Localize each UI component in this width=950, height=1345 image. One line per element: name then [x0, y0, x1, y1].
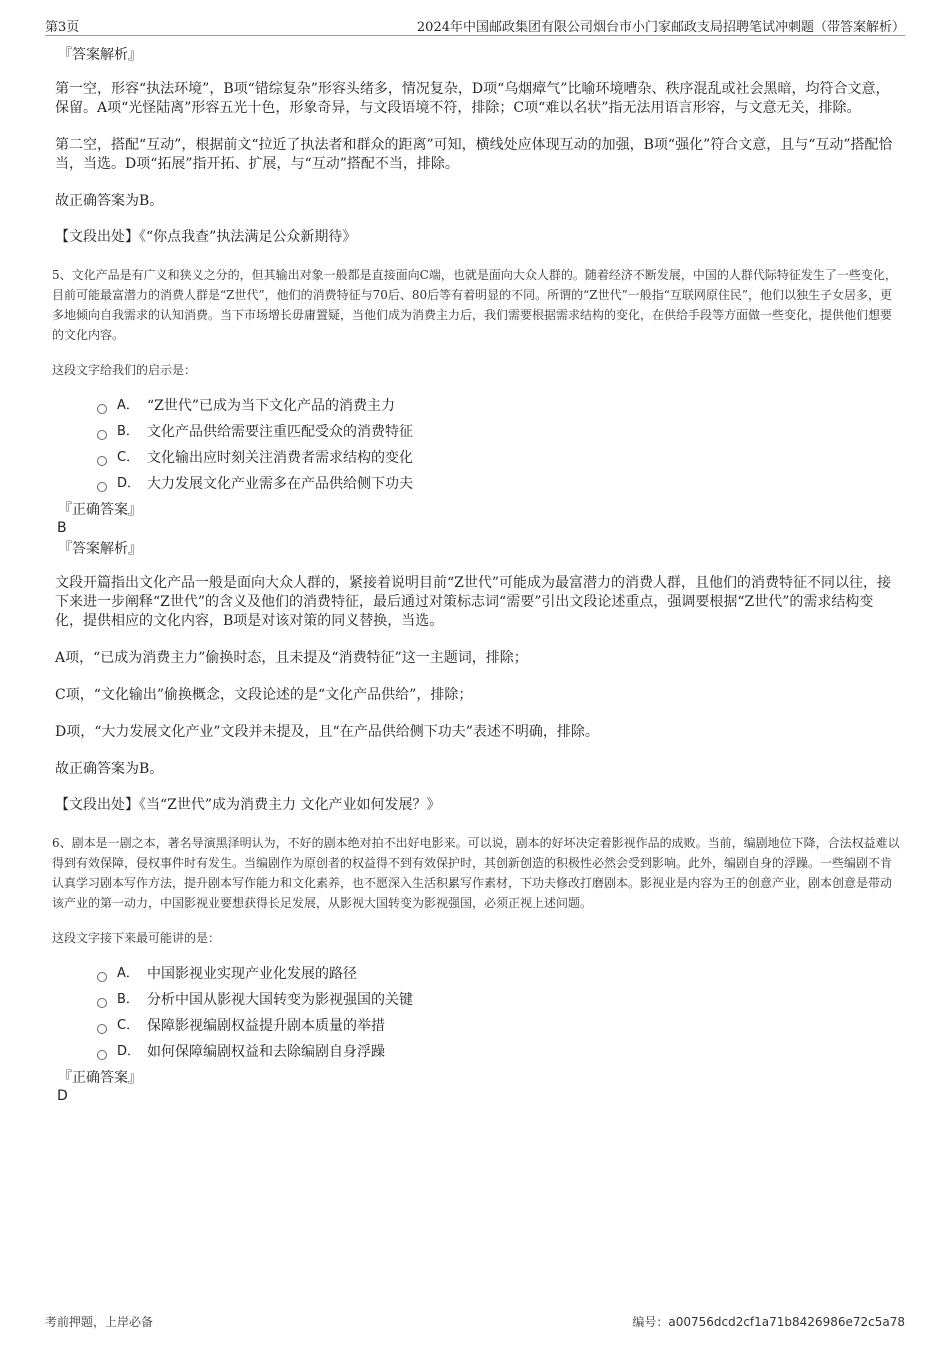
option-letter: D． — [117, 476, 141, 491]
option-text: 如何保障编剧权益和去除编剧自身浮躁 — [147, 1044, 385, 1060]
option-letter: D． — [117, 1044, 141, 1059]
option-text: 文化产品供给需要注重匹配受众的消费特征 — [147, 424, 413, 440]
option-text: 大力发展文化产业需多在产品供给侧下功夫 — [147, 476, 413, 492]
option-letter: B． — [117, 424, 139, 439]
analysis-heading: 『答案解析』 — [58, 541, 142, 557]
analysis-block-q4 — [55, 46, 900, 247]
radio-circle-icon[interactable] — [97, 482, 107, 492]
radio-circle-icon[interactable] — [97, 1050, 107, 1060]
option-b[interactable] — [97, 987, 900, 1013]
option-a[interactable] — [97, 393, 900, 419]
radio-circle-icon[interactable] — [97, 430, 107, 440]
radio-circle-icon[interactable] — [97, 456, 107, 466]
option-text: 中国影视业实现产业化发展的路径 — [147, 966, 357, 982]
correct-answer-statement: 故正确答案为B。 — [55, 193, 164, 209]
options-list — [97, 961, 900, 1065]
question-prompt: 这段文字给我们的启示是： — [52, 363, 197, 377]
question-text: 5、文化产品是有广义和狭义之分的，但其输出对象一般都是直接面向C端，也就是面向大众人群的。随着经济不断发展，中国的人群代际特征发生了一些变化，目前可能最富潜力的消费人群是“Z世代”，他们的消费特征与70后、80后等有着明显的不同。所谓的“Z世代”一般指“互联网原住民”，他们以独生子女居多，更多地倾向自我需求的认知消费。当下市场增长毋庸置疑，当他们成为消费主力后，我们需要根据需求结构的变化，在供给手段等方面做一些变化，提供他们想要的文化内容。 — [52, 268, 897, 342]
analysis-paragraph: 文段开篇指出文化产品一般是面向大众人群的，紧接着说明目前“Z世代”可能成为最富潜力的消费人群，且他们的消费特征不同以往，接下来进一步阐释“Z世代”的含义及他们的消费特征，最后通过对策标志词“需要”引出文段论述重点，强调要根据“Z世代”的需求结构变化，提供相应的文化内容，B项是对该对策的同义替换，当选。 — [55, 575, 892, 629]
radio-circle-icon[interactable] — [97, 998, 107, 1008]
document-title: 2024年中国邮政集团有限公司烟台市小门家邮政支局招聘笔试冲刺题（带答案解析） — [416, 20, 905, 35]
radio-circle-icon[interactable] — [97, 972, 107, 982]
footer-slogan: 考前押题，上岸必备 — [45, 1315, 154, 1329]
correct-answer-heading: 『正确答案』 — [58, 502, 142, 518]
option-letter: A． — [117, 398, 139, 413]
analysis-heading: 『答案解析』 — [58, 47, 142, 63]
option-b[interactable] — [97, 419, 900, 445]
question-text: 6、剧本是一剧之本，著名导演黑泽明认为，不好的剧本绝对拍不出好电影来。可以说，剧本的好坏决定着影视作品的成败。当前，编剧地位下降，合法权益难以得到有效保障，侵权事件时有发生。当编剧作为原创者的权益得不到有效保护时，其创新创造的积极性必然会受到影响。此外，编剧自身的浮躁。一些编剧不肯认真学习剧本写作方法，提升剧本写作能力和文化素养，也不愿深入生活积累写作素材，下功夫修改打磨剧本。影视业是内容为王的创意产业，剧本创意是带动该产业的第一动力，中国影视业要想获得长足发展，从影视大国转变为影视强国，必须正视上述问题。 — [52, 836, 900, 910]
option-d[interactable] — [97, 471, 900, 497]
passage-source: 【文段出处】《“你点我查”执法满足公众新期待》 — [55, 229, 357, 245]
option-letter: B． — [117, 992, 139, 1007]
option-text: 文化输出应时刻关注消费者需求结构的变化 — [147, 450, 413, 466]
option-text: 分析中国从影视大国转变为影视强国的关键 — [147, 992, 413, 1008]
radio-circle-icon[interactable] — [97, 404, 107, 414]
question-6 — [52, 833, 900, 1105]
option-d[interactable] — [97, 1039, 900, 1065]
radio-circle-icon[interactable] — [97, 1024, 107, 1034]
option-text: “Z世代”已成为当下文化产品的消费主力 — [147, 398, 396, 414]
option-letter: C． — [117, 1018, 140, 1033]
option-c[interactable] — [97, 445, 900, 471]
analysis-paragraph: D项，“大力发展文化产业”文段并未提及，且“在产品供给侧下功夫”表述不明确，排除。 — [55, 724, 599, 740]
page-footer — [45, 1313, 905, 1331]
analysis-paragraph: A项，“已成为消费主力”偷换时态，且未提及“消费特征”这一主题词，排除； — [55, 650, 528, 666]
option-letter: C． — [117, 450, 140, 465]
option-a[interactable] — [97, 961, 900, 987]
correct-answer: D — [57, 1088, 68, 1104]
option-text: 保障影视编剧权益提升剧本质量的举措 — [147, 1018, 385, 1034]
question-prompt: 这段文字接下来最可能讲的是： — [52, 931, 221, 945]
document-id: 编号：a00756dcd2cf1a71b8426986e72c5a78 — [632, 1315, 905, 1329]
question-5 — [52, 265, 900, 815]
analysis-paragraph: 第一空，形容“执法环境”，B项“错综复杂”形容头绪多，情况复杂，D项“乌烟瘴气”比喻环境嘈杂、秩序混乱或社会黑暗，均符合文意，保留。A项“光怪陆离”形容五光十色，形象奇异，与文段语境不符，排除；C项“难以名状”指无法用语言形容，与文意无关，排除。 — [55, 81, 890, 116]
correct-answer: B — [57, 520, 67, 536]
page-number: 第3页 — [45, 20, 80, 35]
options-list — [97, 393, 900, 497]
correct-answer-heading: 『正确答案』 — [58, 1070, 142, 1086]
passage-source: 【文段出处】《当“Z世代”成为消费主力 文化产业如何发展？》 — [55, 797, 441, 813]
option-letter: A． — [117, 966, 139, 981]
page-content — [52, 46, 900, 1105]
correct-answer-statement: 故正确答案为B。 — [55, 761, 164, 777]
analysis-paragraph: 第二空，搭配“互动”，根据前文“拉近了执法者和群众的距离”可知，横线处应体现互动的加强，B项“强化”符合文意，且与“互动”搭配恰当，当选。D项“拓展”指开拓、扩展，与“互动”搭配不当，排除。 — [55, 137, 893, 172]
page-header — [45, 14, 905, 36]
analysis-paragraph: C项，“文化输出”偷换概念，文段论述的是“文化产品供给”，排除； — [55, 687, 473, 703]
option-c[interactable] — [97, 1013, 900, 1039]
